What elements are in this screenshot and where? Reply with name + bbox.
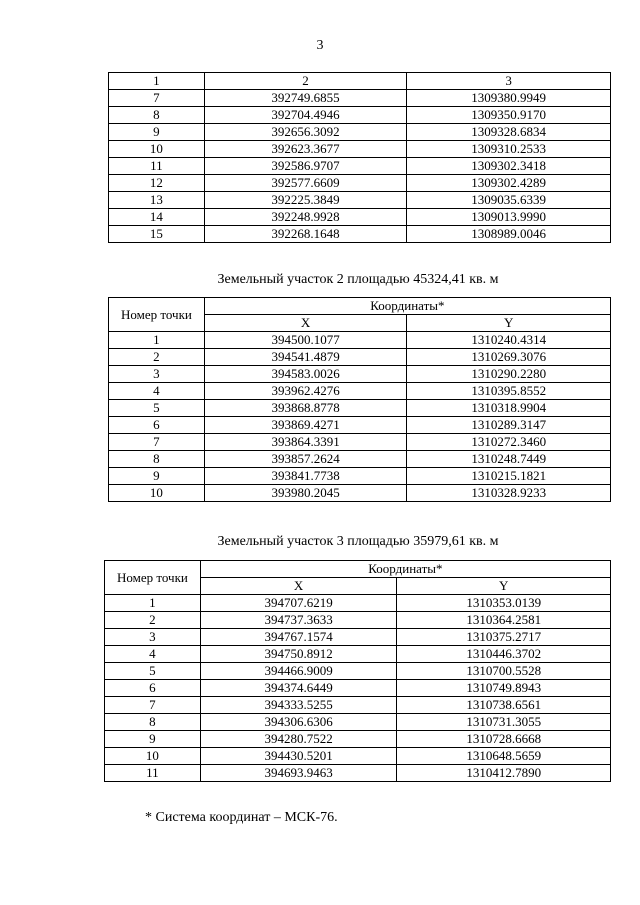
point-number-cell: 7 (109, 90, 205, 107)
coordinates-table-continued (108, 72, 611, 243)
table-row (109, 400, 611, 417)
point-number-cell: 10 (109, 141, 205, 158)
y-coordinate-cell: 1309013.9990 (407, 209, 611, 226)
point-number-cell: 7 (109, 434, 205, 451)
y-coordinate-cell: 1308989.0046 (407, 226, 611, 243)
x-coordinate-cell: 394306.6306 (200, 714, 397, 731)
parcel-2-coordinates-table (108, 297, 611, 502)
x-coordinate-cell: 394466.9009 (200, 663, 397, 680)
y-header: Y (397, 578, 611, 595)
y-coordinate-cell: 1310446.3702 (397, 646, 611, 663)
point-number-cell: 2 (105, 612, 201, 629)
x-header: X (200, 578, 397, 595)
table-row (105, 663, 611, 680)
column-number: 3 (407, 73, 611, 90)
x-coordinate-cell: 393868.8778 (204, 400, 407, 417)
point-number-cell: 8 (105, 714, 201, 731)
table-row (109, 485, 611, 502)
y-coordinate-cell: 1309380.9949 (407, 90, 611, 107)
page-number: 3 (316, 38, 324, 53)
point-number-cell: 7 (105, 697, 201, 714)
y-coordinate-cell: 1310318.9904 (407, 400, 611, 417)
x-coordinate-cell: 392225.3849 (204, 192, 407, 209)
table-row (109, 192, 611, 209)
point-number-header: Номер точки (105, 561, 201, 595)
table-row (109, 417, 611, 434)
coordinate-system-footnote: * Система координат – МСК-76. (145, 810, 338, 825)
x-header: X (204, 315, 407, 332)
coordinates-header: Координаты* (204, 298, 610, 315)
point-number-cell: 6 (105, 680, 201, 697)
y-coordinate-cell: 1309328.6834 (407, 124, 611, 141)
y-coordinate-cell: 1310328.9233 (407, 485, 611, 502)
x-coordinate-cell: 394583.0026 (204, 366, 407, 383)
point-number-cell: 4 (105, 646, 201, 663)
y-coordinate-cell: 1310289.3147 (407, 417, 611, 434)
point-number-cell: 14 (109, 209, 205, 226)
y-coordinate-cell: 1310240.4314 (407, 332, 611, 349)
y-coordinate-cell: 1310375.2717 (397, 629, 611, 646)
table-row (109, 451, 611, 468)
table-row (109, 468, 611, 485)
point-number-cell: 1 (105, 595, 201, 612)
x-coordinate-cell: 394430.5201 (200, 748, 397, 765)
table-row (109, 175, 611, 192)
table-row (105, 629, 611, 646)
x-coordinate-cell: 393980.2045 (204, 485, 407, 502)
x-coordinate-cell: 392704.4946 (204, 107, 407, 124)
y-coordinate-cell: 1310215.1821 (407, 468, 611, 485)
y-coordinate-cell: 1310364.2581 (397, 612, 611, 629)
y-coordinate-cell: 1310248.7449 (407, 451, 611, 468)
y-coordinate-cell: 1310700.5528 (397, 663, 611, 680)
table-row (105, 731, 611, 748)
y-coordinate-cell: 1309302.4289 (407, 175, 611, 192)
table-row (105, 646, 611, 663)
parcel-3-coordinates-table (104, 560, 611, 782)
point-number-cell: 13 (109, 192, 205, 209)
y-coordinate-cell: 1310731.3055 (397, 714, 611, 731)
point-number-cell: 6 (109, 417, 205, 434)
y-coordinate-cell: 1310269.3076 (407, 349, 611, 366)
table-row (109, 349, 611, 366)
x-coordinate-cell: 394500.1077 (204, 332, 407, 349)
point-number-cell: 15 (109, 226, 205, 243)
column-number-row (109, 73, 611, 90)
x-coordinate-cell: 392749.6855 (204, 90, 407, 107)
point-number-cell: 5 (109, 400, 205, 417)
point-number-cell: 3 (109, 366, 205, 383)
table-body (109, 90, 611, 243)
y-header: Y (407, 315, 611, 332)
y-coordinate-cell: 1310353.0139 (397, 595, 611, 612)
point-number-cell: 4 (109, 383, 205, 400)
table-row (109, 141, 611, 158)
x-coordinate-cell: 394333.5255 (200, 697, 397, 714)
table-row (109, 124, 611, 141)
y-coordinate-cell: 1310728.6668 (397, 731, 611, 748)
y-coordinate-cell: 1309310.2533 (407, 141, 611, 158)
table-row (105, 612, 611, 629)
parcel-3-caption: Земельный участок 3 площадью 35979,61 кв. м (217, 534, 499, 549)
y-coordinate-cell: 1309350.9170 (407, 107, 611, 124)
x-coordinate-cell: 393962.4276 (204, 383, 407, 400)
point-number-cell: 1 (109, 332, 205, 349)
y-coordinate-cell: 1309302.3418 (407, 158, 611, 175)
column-number: 1 (109, 73, 205, 90)
x-coordinate-cell: 393869.4271 (204, 417, 407, 434)
x-coordinate-cell: 394750.8912 (200, 646, 397, 663)
y-coordinate-cell: 1310738.6561 (397, 697, 611, 714)
point-number-cell: 5 (105, 663, 201, 680)
x-coordinate-cell: 392656.3092 (204, 124, 407, 141)
x-coordinate-cell: 394541.4879 (204, 349, 407, 366)
coordinates-header: Координаты* (200, 561, 610, 578)
table-row (109, 226, 611, 243)
point-number-cell: 9 (109, 468, 205, 485)
table-row (109, 107, 611, 124)
y-coordinate-cell: 1309035.6339 (407, 192, 611, 209)
point-number-cell: 12 (109, 175, 205, 192)
table-row (109, 209, 611, 226)
x-coordinate-cell: 393857.2624 (204, 451, 407, 468)
x-coordinate-cell: 392577.6609 (204, 175, 407, 192)
point-number-cell: 10 (109, 485, 205, 502)
y-coordinate-cell: 1310272.3460 (407, 434, 611, 451)
x-coordinate-cell: 392268.1648 (204, 226, 407, 243)
y-coordinate-cell: 1310648.5659 (397, 748, 611, 765)
point-number-cell: 9 (105, 731, 201, 748)
table-row (105, 697, 611, 714)
x-coordinate-cell: 394767.1574 (200, 629, 397, 646)
table-row (105, 765, 611, 782)
point-number-cell: 3 (105, 629, 201, 646)
table-body (105, 595, 611, 782)
point-number-cell: 8 (109, 107, 205, 124)
x-coordinate-cell: 393864.3391 (204, 434, 407, 451)
x-coordinate-cell: 394693.9463 (200, 765, 397, 782)
table-row (109, 90, 611, 107)
x-coordinate-cell: 393841.7738 (204, 468, 407, 485)
table-row (109, 366, 611, 383)
point-number-cell: 2 (109, 349, 205, 366)
point-number-cell: 11 (105, 765, 201, 782)
y-coordinate-cell: 1310395.8552 (407, 383, 611, 400)
x-coordinate-cell: 392248.9928 (204, 209, 407, 226)
x-coordinate-cell: 394737.3633 (200, 612, 397, 629)
point-number-cell: 9 (109, 124, 205, 141)
point-number-cell: 11 (109, 158, 205, 175)
y-coordinate-cell: 1310290.2280 (407, 366, 611, 383)
parcel-2-caption: Земельный участок 2 площадью 45324,41 кв. м (217, 272, 499, 287)
table-row (109, 158, 611, 175)
table-row (109, 434, 611, 451)
point-number-cell: 10 (105, 748, 201, 765)
y-coordinate-cell: 1310412.7890 (397, 765, 611, 782)
table-row (109, 383, 611, 400)
table-row (105, 748, 611, 765)
table-body (109, 332, 611, 502)
x-coordinate-cell: 394280.7522 (200, 731, 397, 748)
point-number-cell: 8 (109, 451, 205, 468)
table-row (105, 680, 611, 697)
table-row (109, 332, 611, 349)
table-row (105, 595, 611, 612)
table-row (105, 714, 611, 731)
x-coordinate-cell: 392623.3677 (204, 141, 407, 158)
x-coordinate-cell: 394707.6219 (200, 595, 397, 612)
column-number: 2 (204, 73, 407, 90)
x-coordinate-cell: 394374.6449 (200, 680, 397, 697)
point-number-header: Номер точки (109, 298, 205, 332)
x-coordinate-cell: 392586.9707 (204, 158, 407, 175)
y-coordinate-cell: 1310749.8943 (397, 680, 611, 697)
